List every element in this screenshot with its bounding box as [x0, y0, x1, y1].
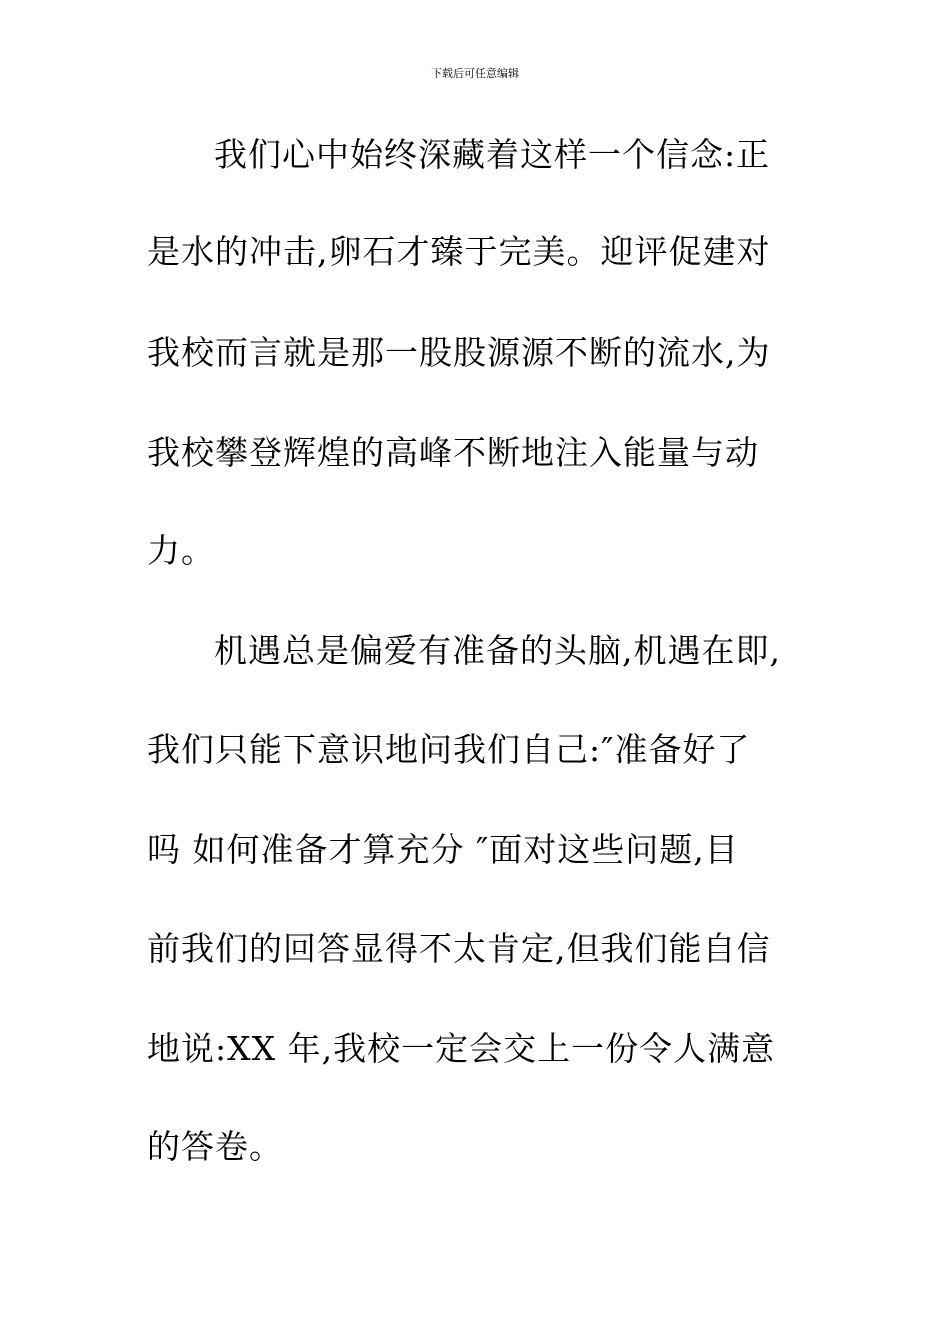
paragraph-2-line-3: 吗 如何准备才算充分 ″面对这些问题,目 — [147, 830, 739, 869]
paragraph-2-line-2: 我们只能下意识地问我们自己:″准备好了 — [147, 730, 751, 769]
paragraph-1-line-5: 力。 — [147, 531, 215, 570]
paragraph-1-line-2: 是水的冲击,卵石才臻于完美。迎评促建对 — [147, 232, 771, 271]
paragraph-1-line-4: 我校攀登辉煌的高峰不断地注入能量与动 — [147, 433, 759, 472]
paragraph-2-line-5: 地说:XX 年,我校一定会交上一份令人满意 — [147, 1029, 776, 1068]
paragraph-1-line-3: 我校而言就是那一股股源源不断的流水,为 — [147, 333, 771, 372]
paragraph-1-line-1: 我们心中始终深藏着这样一个信念:正 — [214, 135, 771, 174]
paragraph-2-line-4: 前我们的回答显得不太肯定,但我们能自信 — [147, 929, 771, 968]
page-header: 下载后可任意编辑 — [431, 67, 519, 80]
paragraph-2-line-6: 的答卷。 — [147, 1127, 283, 1166]
paragraph-2-line-1: 机遇总是偏爱有准备的头脑,机遇在即, — [214, 631, 781, 670]
